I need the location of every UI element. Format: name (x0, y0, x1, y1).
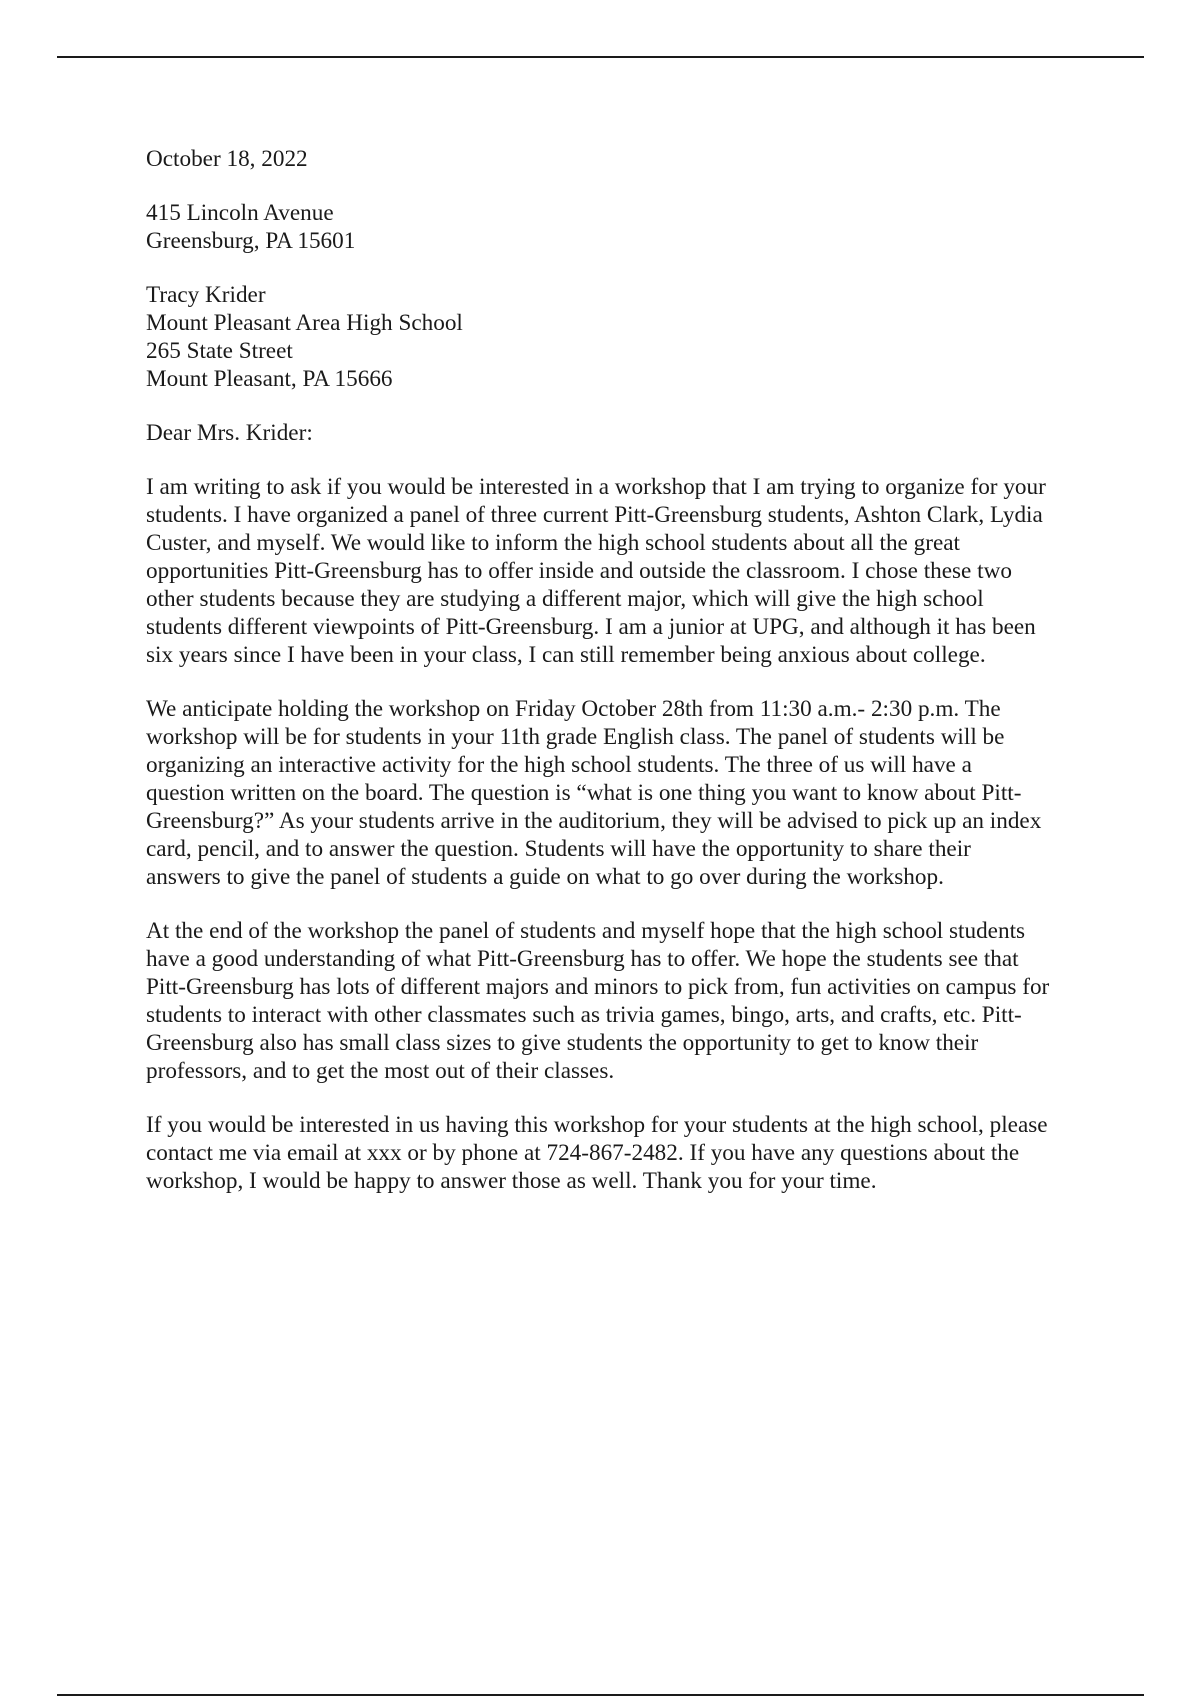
paragraph-line: students different viewpoints of Pitt-Greensburg. I am a junior at UPG, and although it has been (146, 614, 1036, 640)
paragraph-line: answers to give the panel of students a guide on what to go over during the workshop. (146, 864, 944, 890)
paragraph-line: opportunities Pitt-Greensburg has to offer inside and outside the classroom. I chose these two (146, 558, 1012, 584)
salutation-line: Dear Mrs. Krider: (146, 420, 313, 446)
paragraph-line: other students because they are studying a different major, which will give the high school (146, 586, 984, 612)
recipient-line: 265 State Street (146, 338, 293, 364)
paragraph-line: Pitt-Greensburg has lots of different majors and minors to pick from, fun activities on campus for (146, 974, 1050, 1000)
paragraph-line: Custer, and myself. We would like to inform the high school students about all the great (146, 530, 960, 556)
paragraph-2 (146, 695, 1096, 891)
paragraph-line: Greensburg?” As your students arrive in the auditorium, they will be advised to pick up an index (146, 808, 1042, 834)
salutation (146, 419, 1096, 447)
paragraph-line: We anticipate holding the workshop on Friday October 28th from 11:30 a.m.- 2:30 p.m. The (146, 696, 1001, 722)
paragraph-line: workshop, I would be happy to answer those as well. Thank you for your time. (146, 1168, 877, 1194)
paragraph-line: students. I have organized a panel of three current Pitt-Greensburg students, Ashton Clark, Lydia (146, 502, 1043, 528)
top-rule (57, 56, 1144, 58)
recipient-address (146, 281, 1096, 393)
sender-address-line: Greensburg, PA 15601 (146, 228, 356, 254)
paragraph-line: six years since I have been in your class, I can still remember being anxious about college. (146, 642, 986, 668)
recipient-line: Mount Pleasant, PA 15666 (146, 366, 393, 392)
paragraph-line: have a good understanding of what Pitt-Greensburg has to offer. We hope the students see that (146, 946, 1019, 972)
paragraph-line: If you would be interested in us having this workshop for your students at the high school, please (146, 1112, 1048, 1138)
letter-date (146, 145, 1096, 173)
paragraph-line: question written on the board. The question is “what is one thing you want to know about Pitt- (146, 780, 1022, 806)
sender-address (146, 199, 1096, 255)
recipient-line: Mount Pleasant Area High School (146, 310, 463, 336)
paragraph-line: students to interact with other classmates such as trivia games, bingo, arts, and crafts, etc. Pitt- (146, 1002, 1022, 1028)
paragraph-1 (146, 473, 1096, 669)
paragraph-line: professors, and to get the most out of their classes. (146, 1058, 615, 1084)
paragraph-line: contact me via email at xxx or by phone at 724-867-2482. If you have any questions about the (146, 1140, 1020, 1166)
paragraph-line: I am writing to ask if you would be interested in a workshop that I am trying to organize for your (146, 474, 1046, 500)
paragraph-line: card, pencil, and to answer the question. Students will have the opportunity to share their (146, 836, 971, 862)
date-line: October 18, 2022 (146, 146, 308, 172)
paragraph-line: Greensburg also has small class sizes to give students the opportunity to get to know their (146, 1030, 979, 1056)
paragraph-4 (146, 1111, 1096, 1195)
letter-body (146, 145, 1096, 1221)
paragraph-line: At the end of the workshop the panel of students and myself hope that the high school students (146, 918, 1026, 944)
bottom-rule (57, 1694, 1144, 1696)
paragraph-line: workshop will be for students in your 11th grade English class. The panel of students will be (146, 724, 1005, 750)
paragraph-3 (146, 917, 1096, 1085)
paragraph-line: organizing an interactive activity for the high school students. The three of us will have a (146, 752, 972, 778)
recipient-name: Tracy Krider (146, 282, 266, 308)
sender-address-line: 415 Lincoln Avenue (146, 200, 334, 226)
